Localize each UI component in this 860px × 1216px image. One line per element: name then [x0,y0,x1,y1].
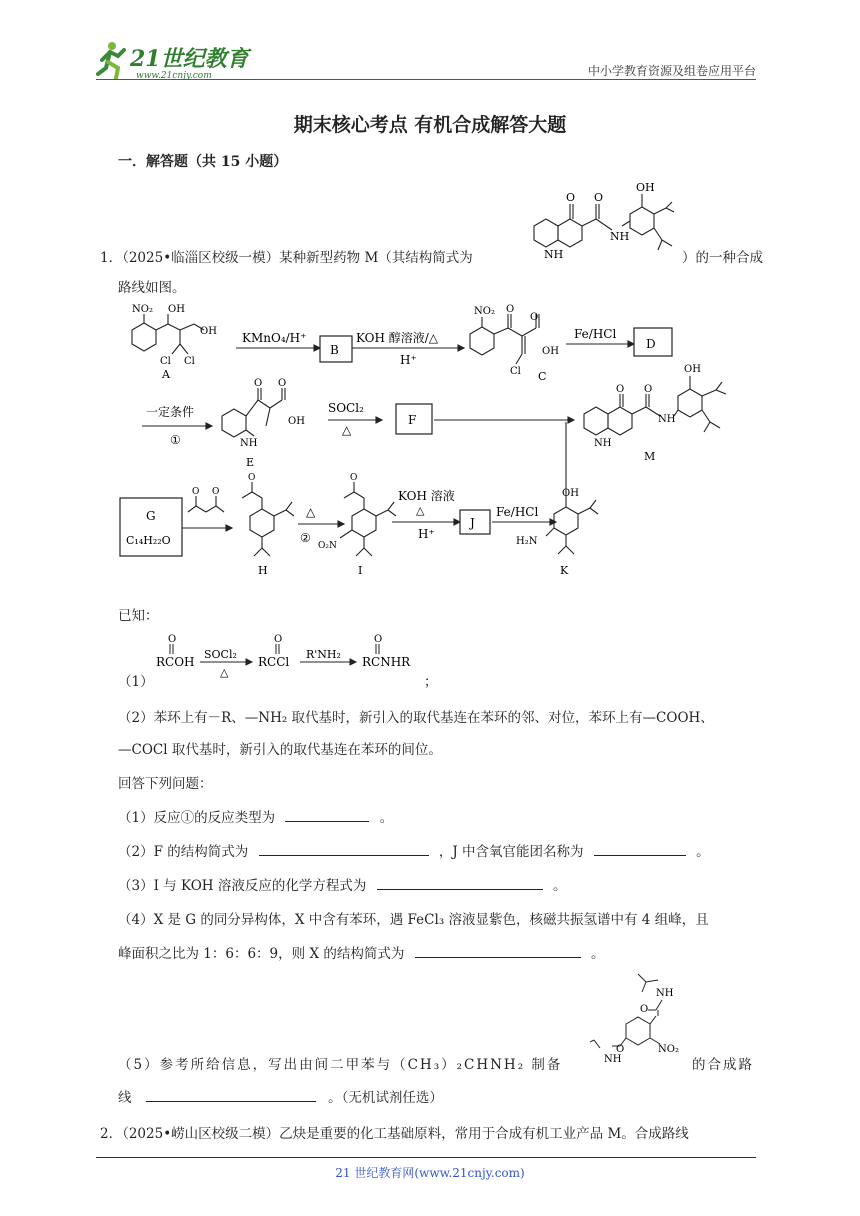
answer-blank-1[interactable] [285,807,369,822]
sub-question-5-line2 [118,1086,443,1106]
page-title: 期末核心考点 有机合成解答大题 [293,114,567,136]
reagent-I-J-bottom: H⁺ [418,527,435,541]
logo-url: www.21cnjy.com [136,71,212,81]
known-1-prefix: （1） [118,674,154,690]
known-reagent-2: R'NH₂ [306,648,341,661]
known-2-line2: —COCl 取代基时，新引入的取代基连在苯环的间位。 [118,742,442,758]
label-H: H [258,564,268,577]
answer-blank-5[interactable] [146,1087,316,1102]
structure-M-inline [512,174,682,266]
sub3-end: 。 [552,878,567,894]
answer-blank-3[interactable] [377,875,543,890]
svg-text:NH: NH [544,248,564,261]
svg-text:OH: OH [542,346,559,357]
svg-text:O: O [274,634,283,645]
reagent-C-D: Fe/HCl [574,327,617,341]
reagent-E-bottom: ① [170,433,181,447]
q1-stem-prefix: 1．（2025•临淄区校级一模）某种新型药物 M（其结构简式为 [100,250,473,266]
known-1-suffix: ； [424,674,438,690]
answer-blank-2b[interactable] [594,841,686,856]
svg-text:OH: OH [562,488,579,499]
known-reaction-1 [150,632,430,682]
sub2-text-a: （2）F 的结构简式为 [118,844,249,860]
svg-text:H₂N: H₂N [516,536,538,547]
svg-text:O: O [350,473,358,483]
svg-text:O: O [374,634,383,645]
svg-text:O: O [594,191,604,204]
box-F-label: F [408,413,417,427]
label-A: A [162,368,170,381]
svg-text:O: O [640,1004,649,1015]
site-logo [96,38,266,82]
svg-text:OH: OH [684,364,701,375]
svg-text:NH: NH [610,230,630,243]
sub-question-3 [118,874,566,894]
box-G-formula: C₁₄H₂₂O [126,534,171,547]
reagent-I-J-mid: △ [416,504,425,517]
sub-question-1 [118,806,393,826]
svg-text:Cl: Cl [510,366,521,377]
sub2-end: 。 [696,844,710,860]
known-label: 已知： [118,608,159,624]
svg-text:O: O [530,312,539,323]
answer-blank-2a[interactable] [259,841,429,856]
sub5-text-c: 线 [118,1090,132,1106]
reagent-H-I-bottom: ② [300,531,311,545]
sub5-text-a: （5）参考所给信息，写出由间二甲苯与（CH₃）₂CHNH₂ 制备 [118,1057,563,1073]
svg-text:O: O [616,1044,625,1055]
sub-question-2 [118,840,710,860]
svg-text:O: O [506,304,515,315]
sub4-end: 。 [590,946,605,962]
box-G [120,498,182,556]
runner-logo-icon [98,42,124,78]
label-E: E [246,456,255,469]
svg-text:O: O [616,384,625,395]
synthesis-scheme [118,300,758,600]
q1-stem-line2: 路线如图。 [118,280,186,296]
reagent-B-C-top: KOH 醇溶液/△ [356,331,439,345]
sub3-text: （3）I 与 KOH 溶液反应的化学方程式为 [118,878,367,894]
reagent-H-I-top: △ [306,505,316,519]
reagent-J-K: Fe/HCl [496,505,539,519]
svg-text:OH: OH [288,416,305,427]
reagent-A-B: KMnO₄/H⁺ [242,331,307,345]
sub5-text-b: 的合成路 [692,1057,754,1073]
structure-target-sub5 [590,966,690,1072]
box-J [460,510,490,534]
label-I: I [358,564,363,577]
label-C: C [538,370,547,383]
known-start: RCOH [156,655,195,669]
sub1-text: （1）反应①的反应类型为 [118,810,276,826]
box-J-label: J [470,516,475,530]
sub-question-4-line2 [118,942,604,962]
known-reagent-1: SOCl₂ [204,648,237,661]
svg-text:OH: OH [636,181,655,194]
section-heading: 一．解答题（共 15 小题） [118,154,288,170]
svg-text:NO₂: NO₂ [474,306,495,317]
svg-text:NH: NH [658,414,676,425]
sub1-end: 。 [379,810,394,826]
svg-text:O: O [192,487,200,497]
svg-text:O: O [248,473,256,483]
svg-text:O: O [278,378,287,389]
logo-text: 21世纪教育 [130,46,249,72]
sub5-end: 。（无机试剂任选） [328,1090,443,1106]
svg-text:Cl: Cl [184,356,195,367]
question-2-stem: 2．（2025•崂山区校级二模）乙炔是重要的化工基础原料，常用于合成有机工业产品 M。合成路线 [100,1126,689,1142]
svg-text:O: O [566,191,576,204]
svg-text:O: O [644,384,653,395]
reagent-E-F-top: SOCl₂ [328,401,364,415]
svg-text:O: O [168,634,177,645]
answer-intro: 回答下列问题： [118,776,213,792]
label-K: K [560,564,569,577]
svg-text:OH: OH [200,326,217,337]
q1-stem-suffix: ）的一种合成 [682,250,763,266]
known-mid: RCCl [258,655,290,669]
sub4-text: 峰面积之比为 1：6：6：9，则 X 的结构简式为 [118,946,405,962]
svg-text:NO₂: NO₂ [658,1044,679,1055]
box-B-label: B [330,343,339,357]
svg-text:OH: OH [168,304,185,315]
header-platform-text: 中小学教育资源及组卷应用平台 [587,64,756,78]
footer-divider [96,1157,756,1158]
sub2-text-b: ，J 中含氧官能团名称为 [438,844,584,860]
box-D-label: D [646,337,656,351]
svg-text:O₂N: O₂N [318,541,337,551]
sub-question-4-line1: （4）X 是 G 的同分异构体，X 中含有苯环，遇 FeCl₃ 溶液显紫色，核磁共振氢谱中有 4 组峰，且 [118,912,709,928]
reagent-I-J-top: KOH 溶液 [398,489,455,503]
svg-text:NH: NH [656,988,674,999]
reagent-E-F-bottom: △ [342,423,352,437]
svg-text:NH: NH [604,1054,622,1065]
svg-text:NH: NH [594,438,612,449]
reagent-E-top: 一定条件 [146,405,195,419]
label-M: M [644,450,656,463]
footer-text[interactable]: 21 世纪教育网(www.21cnjy.com) [335,1166,525,1180]
header-divider [96,79,756,80]
svg-text:O: O [212,487,220,497]
sub-question-5-line1 [118,1053,562,1073]
reagent-B-C-bottom: H⁺ [400,353,417,367]
svg-text:NH: NH [240,438,258,449]
known-reagent-1b: △ [220,666,229,679]
svg-text:O: O [254,378,263,389]
known-end: RCNHR [362,655,411,669]
known-2-line1: （2）苯环上有－R、—NH₂ 取代基时，新引入的取代基连在苯环的邻、对位，苯环上有—COOH、 [118,710,714,726]
box-G-label: G [146,509,156,523]
answer-blank-4[interactable] [415,943,581,958]
svg-text:NO₂: NO₂ [132,304,153,315]
svg-text:Cl: Cl [160,356,171,367]
